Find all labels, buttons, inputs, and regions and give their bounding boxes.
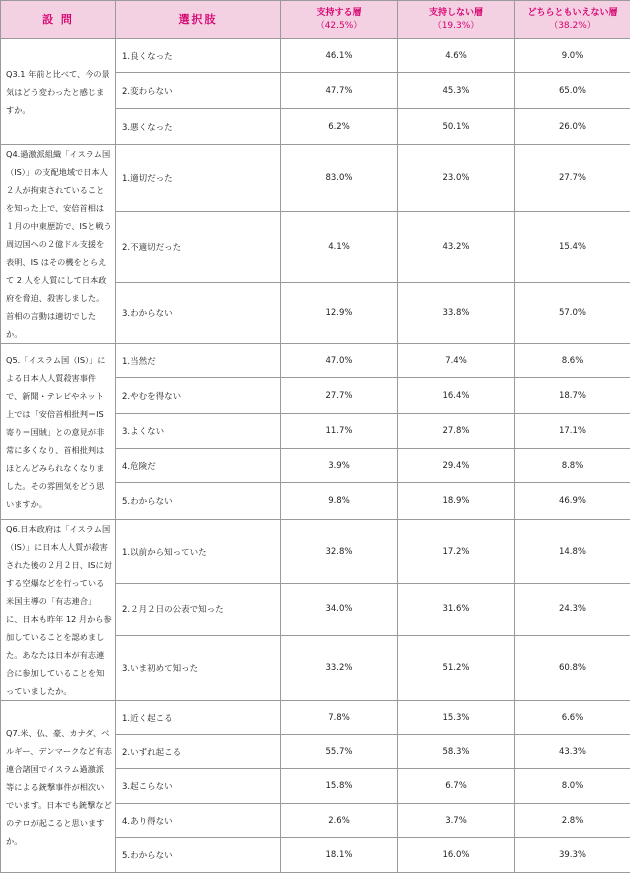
value-cell: 27.7% (515, 145, 630, 212)
header-col-label: どちらともいえない層 (527, 8, 617, 18)
table-row (1, 701, 630, 735)
value-cell: 55.7% (281, 735, 398, 769)
option-label: 5.わからない (116, 838, 281, 873)
header-options: 選択肢 (116, 1, 281, 39)
value-cell: 46.1% (281, 39, 398, 73)
header-col-share: （42.5%） (281, 20, 397, 33)
value-cell: 23.0% (398, 145, 515, 212)
value-cell: 2.8% (515, 804, 630, 838)
value-cell: 32.8% (281, 520, 398, 584)
option-label: 1.以前から知っていた (116, 520, 281, 584)
value-cell: 8.0% (515, 769, 630, 804)
value-cell: 43.3% (515, 735, 630, 769)
value-cell: 9.0% (515, 39, 630, 73)
value-cell: 65.0% (515, 73, 630, 109)
value-cell: 24.3% (515, 584, 630, 636)
option-label: 2.２月２日の公表で知った (116, 584, 281, 636)
header-col-share: （38.2%） (515, 20, 630, 33)
value-cell: 14.8% (515, 520, 630, 584)
value-cell: 57.0% (515, 283, 630, 344)
option-label: 2.やむを得ない (116, 378, 281, 414)
value-cell: 4.1% (281, 212, 398, 283)
option-label: 2.変わらない (116, 73, 281, 109)
value-cell: 83.0% (281, 145, 398, 212)
value-cell: 33.2% (281, 635, 398, 700)
header-col-nonsupport (398, 1, 515, 39)
table-row (1, 39, 630, 73)
option-label: 3.悪くなった (116, 109, 281, 145)
option-label: 3.よくない (116, 414, 281, 449)
value-cell: 27.7% (281, 378, 398, 414)
option-label: 2.いずれ起こる (116, 735, 281, 769)
value-cell: 3.7% (398, 804, 515, 838)
value-cell: 3.9% (281, 449, 398, 483)
value-cell: 7.4% (398, 344, 515, 378)
header-col-neutral (515, 1, 630, 39)
value-cell: 45.3% (398, 73, 515, 109)
header-question: 設 問 (1, 1, 116, 39)
option-label: 2.不適切だった (116, 212, 281, 283)
question-text: Q4.過激派組織「イスラム国（IS）」の支配地域で日本人２人が拘束されていることを知った上で、安倍首相は１月の中東歴訪で、ISと戦う周辺国への２億ドル支援を表明、IS はその機をとらえて 2 人を人質にして日本政府を脅迫、殺害しました。首相の言動は適切でしたか。 (1, 145, 116, 344)
value-cell: 4.6% (398, 39, 515, 73)
value-cell: 15.3% (398, 701, 515, 735)
value-cell: 9.8% (281, 483, 398, 520)
value-cell: 47.0% (281, 344, 398, 378)
value-cell: 39.3% (515, 838, 630, 873)
value-cell: 31.6% (398, 584, 515, 636)
value-cell: 8.8% (515, 449, 630, 483)
question-text: Q3.1 年前と比べて、今の景気はどう変わったと感じますか。 (1, 39, 116, 145)
option-label: 1.当然だ (116, 344, 281, 378)
value-cell: 17.2% (398, 520, 515, 584)
option-label: 3.いま初めて知った (116, 635, 281, 700)
option-label: 3.わからない (116, 283, 281, 344)
value-cell: 18.9% (398, 483, 515, 520)
value-cell: 43.2% (398, 212, 515, 283)
value-cell: 18.1% (281, 838, 398, 873)
option-label: 4.危険だ (116, 449, 281, 483)
value-cell: 6.6% (515, 701, 630, 735)
question-text: Q5.「イスラム国（IS）」による日本人人質殺害事件で、新聞・テレビやネット上では「安倍首相批判＝IS 寄り＝国賊」との意見が非常に多くなり、首相批判はほとんどみられなくなりました。その雰囲気をどう思いますか。 (1, 344, 116, 520)
value-cell: 58.3% (398, 735, 515, 769)
header-col-label: 支持する層 (316, 8, 361, 18)
question-text: Q6.日本政府は「イスラム国（IS）」に日本人人質が殺害された後の２月２日、ISに対する空爆などを行っている米国主導の「有志連合」に、日本も昨年 12 月から参加していることを認めました。あなたは日本が有志連合に参加していることを知っていましたか。 (1, 520, 116, 701)
header-col-support (281, 1, 398, 39)
value-cell: 2.6% (281, 804, 398, 838)
value-cell: 15.8% (281, 769, 398, 804)
option-label: 5.わからない (116, 483, 281, 520)
question-text: Q7.米、仏、豪、カナダ、ベルギー、デンマークなど有志連合諸国でイスラム過激派等による銃撃事件が相次いでいます。日本でも銃撃などのテロが起こると思いますか。 (1, 701, 116, 873)
header-row (1, 1, 630, 39)
option-label: 1.適切だった (116, 145, 281, 212)
value-cell: 15.4% (515, 212, 630, 283)
value-cell: 34.0% (281, 584, 398, 636)
value-cell: 17.1% (515, 414, 630, 449)
value-cell: 27.8% (398, 414, 515, 449)
value-cell: 16.0% (398, 838, 515, 873)
value-cell: 6.7% (398, 769, 515, 804)
value-cell: 12.9% (281, 283, 398, 344)
header-col-label: 支持しない層 (429, 8, 483, 18)
option-label: 3.起こらない (116, 769, 281, 804)
header-col-share: （19.3%） (398, 20, 514, 33)
value-cell: 29.4% (398, 449, 515, 483)
value-cell: 18.7% (515, 378, 630, 414)
option-label: 1.良くなった (116, 39, 281, 73)
value-cell: 33.8% (398, 283, 515, 344)
value-cell: 60.8% (515, 635, 630, 700)
value-cell: 47.7% (281, 73, 398, 109)
table-row (1, 520, 630, 584)
value-cell: 11.7% (281, 414, 398, 449)
value-cell: 7.8% (281, 701, 398, 735)
value-cell: 26.0% (515, 109, 630, 145)
value-cell: 50.1% (398, 109, 515, 145)
option-label: 4.あり得ない (116, 804, 281, 838)
option-label: 1.近く起こる (116, 701, 281, 735)
value-cell: 16.4% (398, 378, 515, 414)
value-cell: 51.2% (398, 635, 515, 700)
value-cell: 6.2% (281, 109, 398, 145)
table-row (1, 344, 630, 378)
value-cell: 46.9% (515, 483, 630, 520)
value-cell: 8.6% (515, 344, 630, 378)
table-row (1, 145, 630, 212)
